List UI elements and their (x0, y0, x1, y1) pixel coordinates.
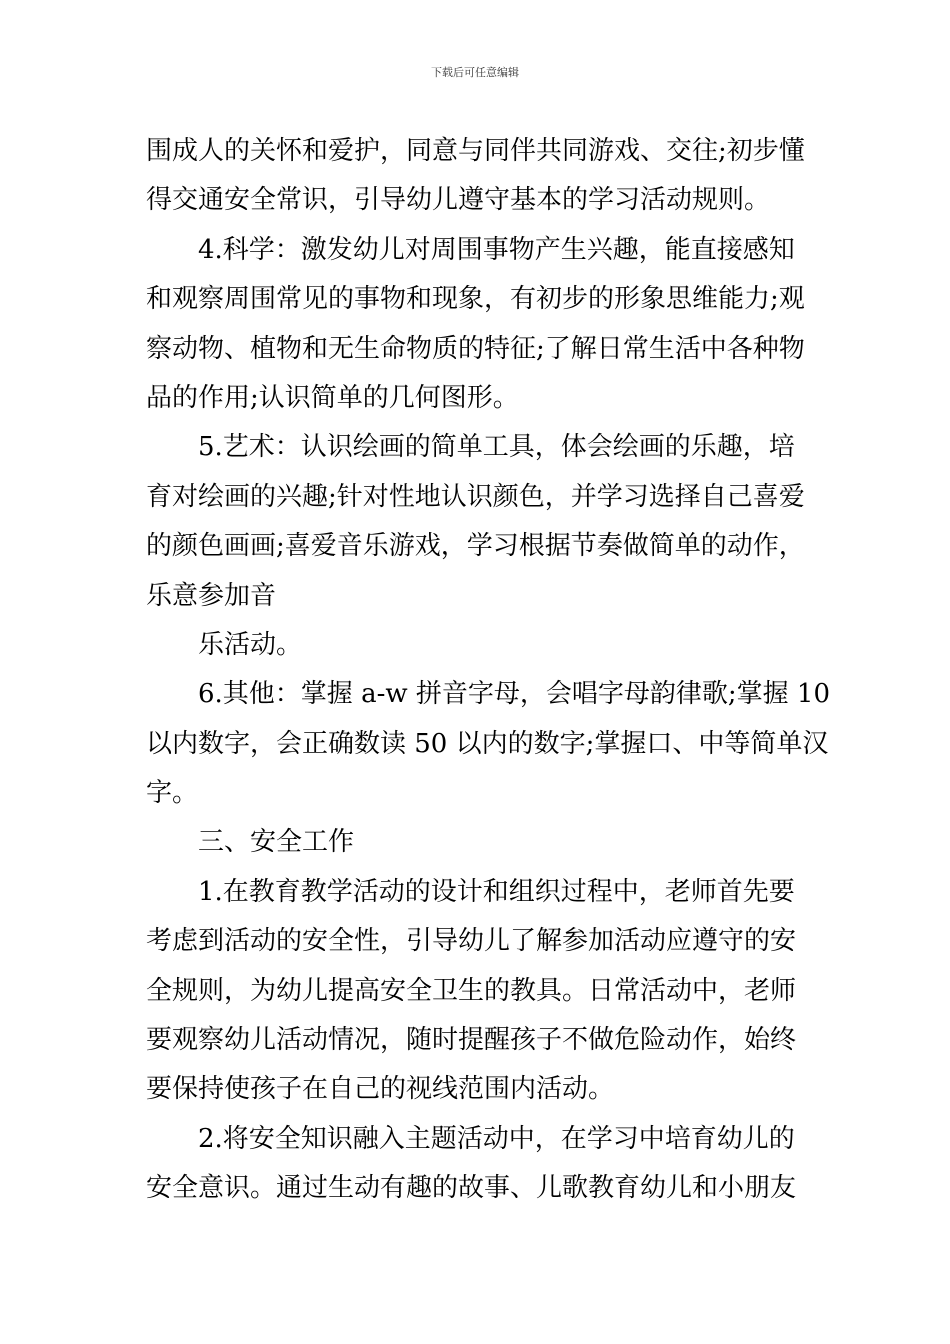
text-line: 和观察周围常见的事物和现象，有初步的形象思维能力;观 (146, 284, 805, 315)
text-line: 乐活动。 (198, 629, 303, 660)
text-line: 乐意参加音 (146, 580, 277, 611)
page-header: 下载后可任意编辑 (431, 66, 519, 79)
text-line: 的颜色画画;喜爱音乐游戏，学习根据节奏做简单的动作， (146, 531, 805, 562)
text-line: 2.将安全知识融入主题活动中，在学习中培育幼儿的 (198, 1123, 795, 1154)
paragraph-safety-2 (146, 1115, 810, 1214)
text-line: 围成人的关怀和爱护，同意与同伴共同游戏、交往;初步懂 (146, 136, 805, 166)
paragraph-social (146, 127, 810, 226)
text-line: 要保持使孩子在自己的视线范围内活动。 (146, 1074, 615, 1105)
text-line: 要观察幼儿活动情况，随时提醒孩子不做危险动作，始终 (146, 1025, 797, 1056)
document-body (146, 127, 830, 1214)
text-line: 考虑到活动的安全性，引导幼儿了解参加活动应遵守的安 (146, 926, 797, 957)
text-line: 4.科学：激发幼儿对周围事物产生兴趣，能直接感知 (198, 234, 795, 265)
text-line: 5.艺术：认识绘画的简单工具，体会绘画的乐趣，培 (198, 432, 795, 463)
paragraph-other (146, 670, 830, 818)
text-line: 品的作用;认识简单的几何图形。 (146, 382, 519, 413)
text-line: 1.在教育教学活动的设计和组织过程中，老师首先要 (198, 876, 795, 907)
text-line: 以内数字，会正确数读 50 以内的数字;掌握口、中等简单汉 (146, 728, 829, 759)
text-line: 6.其他：掌握 a-w 拼音字母，会唱字母韵律歌;掌握 10 (198, 679, 830, 710)
paragraph-safety-1 (146, 868, 810, 1115)
paragraph-science (146, 226, 810, 424)
section-heading-safety (146, 818, 810, 867)
text-line: 全规则，为幼儿提高安全卫生的教具。日常活动中，老师 (146, 975, 797, 1006)
paragraph-art (146, 423, 810, 621)
text-line: 育对绘画的兴趣;针对性地认识颜色，并学习选择自己喜爱 (146, 481, 805, 512)
text-line: 安全意识。通过生动有趣的故事、儿歌教育幼儿和小朋友 (146, 1173, 797, 1204)
heading-line: 三、安全工作 (198, 827, 355, 858)
text-line: 察动物、植物和无生命物质的特征;了解日常生活中各种物 (146, 333, 805, 364)
text-line: 得交通安全常识，引导幼儿遵守基本的学习活动规则。 (146, 185, 771, 216)
text-line: 字。 (146, 778, 199, 809)
paragraph-music-continuation (146, 621, 810, 670)
